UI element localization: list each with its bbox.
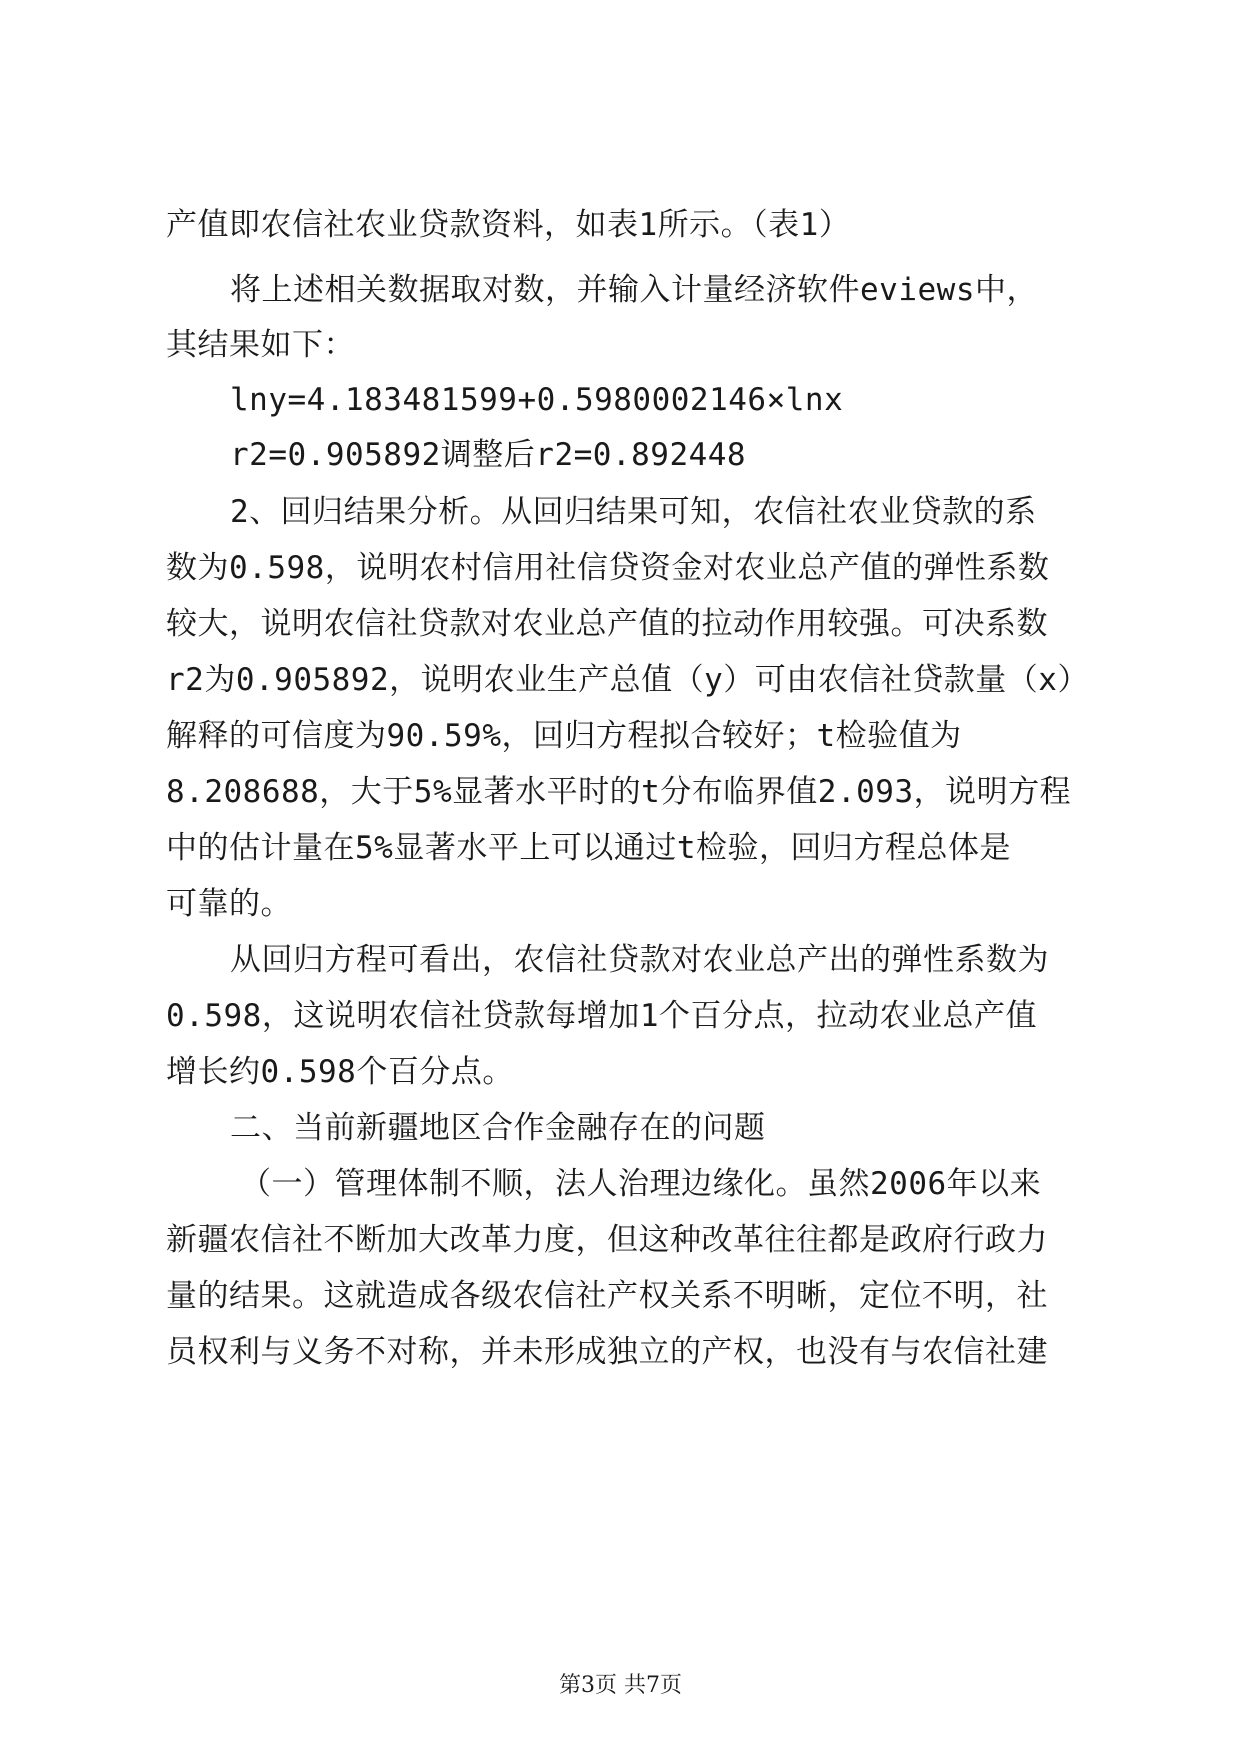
formula-line: r2=0.905892调整后r2=0.892448 <box>230 437 747 473</box>
text-line: 中的估计量在5%显著水平上可以通过t检验，回归方程总体是 <box>166 830 1011 866</box>
formula-line: lny=4.183481599+0.5980002146×lnx <box>230 382 844 418</box>
text-line: 8.208688，大于5%显著水平时的t分布临界值2.093，说明方程 <box>166 774 1072 810</box>
text-line: 增长约0.598个百分点。 <box>166 1054 514 1090</box>
text-line: 量的结果。这就造成各级农信社产权关系不明晰，定位不明，社 <box>166 1278 1048 1314</box>
subsection-heading: （一）管理体制不顺，法人治理边缘化。虽然2006年以来 <box>240 1166 1042 1202</box>
text-line: 解释的可信度为90.59%，回归方程拟合较好；t检验值为 <box>166 718 962 754</box>
text-line: 其结果如下： <box>166 327 355 363</box>
text-line: r2为0.905892，说明农业生产总值（y）可由农信社贷款量（x） <box>166 662 1089 698</box>
text-line: 将上述相关数据取对数，并输入计量经济软件eviews中， <box>230 272 1038 308</box>
text-line: 2、回归结果分析。从回归结果可知，农信社农业贷款的系 <box>230 494 1037 530</box>
text-line: 数为0.598，说明农村信用社信贷资金对农业总产值的弹性系数 <box>166 550 1050 586</box>
text-line: 0.598，这说明农信社贷款每增加1个百分点，拉动农业总产值 <box>166 998 1037 1034</box>
text-line: 可靠的。 <box>166 886 292 922</box>
text-line: 从回归方程可看出，农信社贷款对农业总产出的弹性系数为 <box>230 942 1049 978</box>
text-line: 员权利与义务不对称，并未形成独立的产权，也没有与农信社建 <box>166 1334 1048 1370</box>
text-line: 新疆农信社不断加大改革力度，但这种改革往往都是政府行政力 <box>166 1222 1048 1258</box>
page-footer: 第3页 共7页 <box>559 1673 682 1698</box>
section-heading: 二、当前新疆地区合作金融存在的问题 <box>230 1110 766 1146</box>
text-line: 产值即农信社农业贷款资料，如表1所示。（表1） <box>166 207 851 243</box>
text-line: 较大，说明农信社贷款对农业总产值的拉动作用较强。可决系数 <box>166 606 1048 642</box>
